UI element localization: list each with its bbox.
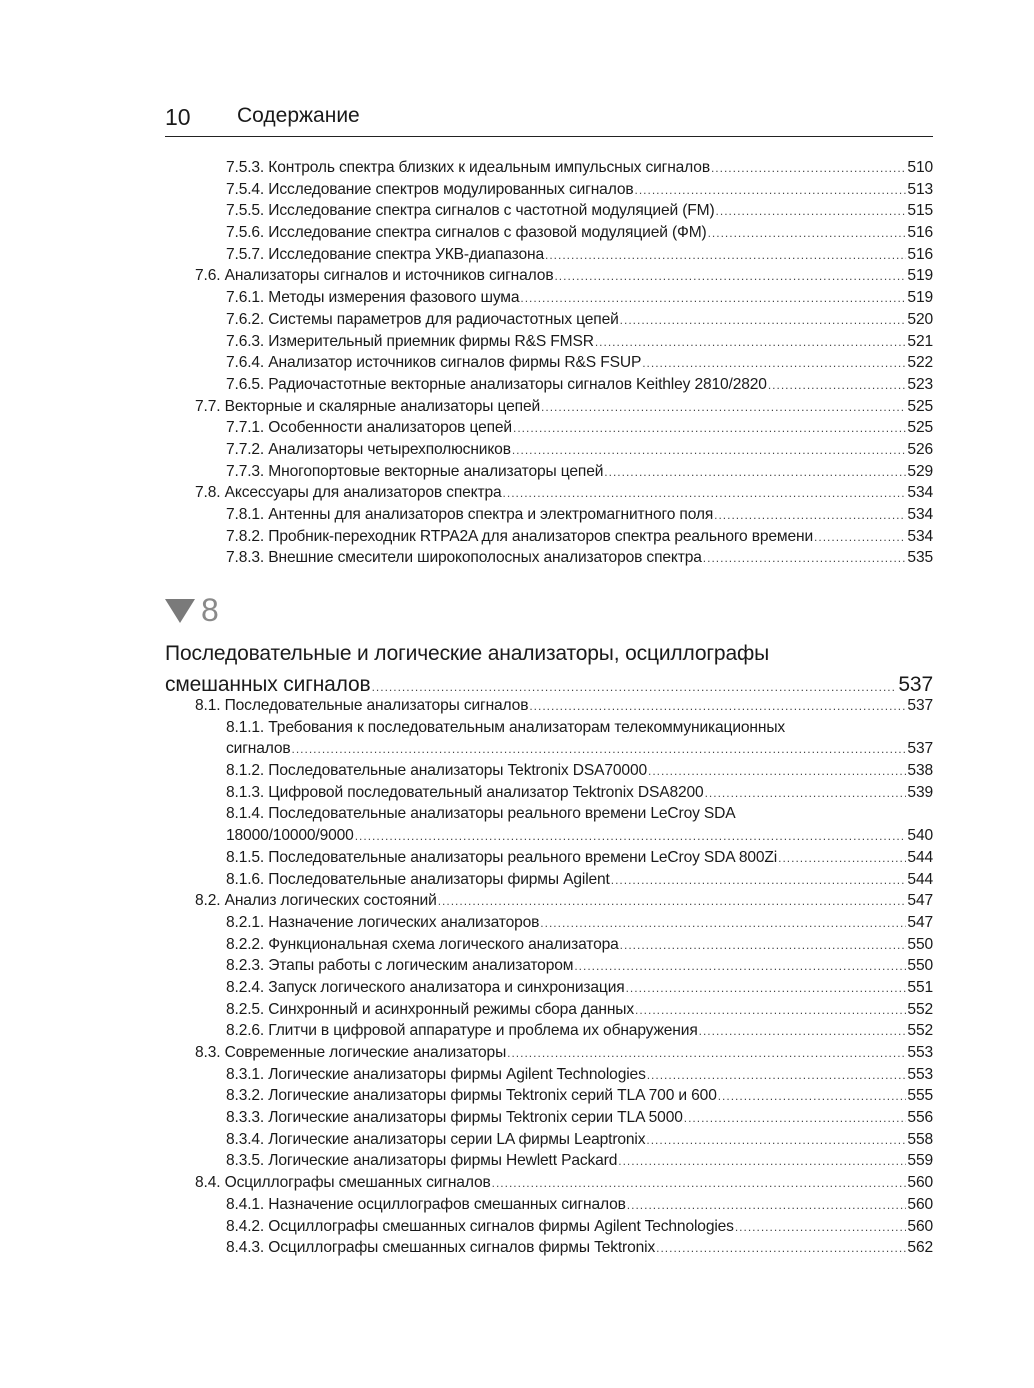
dot-leader — [705, 783, 907, 805]
dot-leader — [703, 548, 907, 570]
toc-subsection-entry[interactable] — [165, 1064, 933, 1086]
toc-section-entry[interactable] — [165, 1042, 933, 1064]
toc-subsection-entry[interactable] — [165, 847, 933, 869]
page-ref: 552 — [907, 1000, 933, 1018]
page-ref: 559 — [907, 1152, 933, 1170]
toc-subsection-entry[interactable] — [165, 1216, 933, 1238]
toc-section-8 — [165, 695, 933, 1259]
entry-title: 7.5.5. Исследование спектра сигналов с частотной модуляцией (FM) — [226, 202, 715, 220]
entry-title: 7.7. Векторные и скалярные анализаторы цепей — [195, 397, 541, 415]
entry-title: 7.5.4. Исследование спектров модулированных сигналов — [226, 180, 634, 198]
entry-title: сигналов — [226, 740, 291, 758]
toc-section-entry[interactable] — [165, 482, 933, 504]
page-ref: 560 — [907, 1217, 933, 1235]
toc-section-7 — [165, 157, 933, 569]
page-ref: 525 — [907, 397, 933, 415]
dot-leader — [355, 826, 907, 848]
entry-title: 8.3.4. Логические анализаторы серии LA фирмы Leaptronix — [226, 1130, 646, 1148]
page-number: 10 — [165, 104, 191, 130]
dot-leader — [611, 870, 907, 892]
page-ref: 560 — [907, 1174, 933, 1192]
entry-title: 8.4. Осциллографы смешанных сигналов — [195, 1174, 491, 1192]
page-ref: 515 — [907, 202, 933, 220]
chapter-title-line — [165, 638, 933, 669]
toc-subsection-entry[interactable] — [165, 417, 933, 439]
page-ref: 547 — [907, 913, 933, 931]
toc-subsection-entry[interactable] — [165, 222, 933, 244]
page-ref: 552 — [907, 1022, 933, 1040]
dot-leader — [718, 1086, 907, 1108]
entry-title: 7.8. Аксессуары для анализаторов спектра — [195, 484, 502, 502]
toc-subsection-entry[interactable] — [165, 717, 933, 739]
dot-leader — [656, 1238, 906, 1260]
page-ref: 510 — [907, 159, 933, 176]
entry-title: 8.2.1. Назначение логических анализаторов — [226, 913, 540, 931]
chapter-title-text: Последовательные и логические анализаторы, осциллографы — [165, 642, 770, 665]
entry-title: 7.6.2. Системы параметров для радиочастотных цепей — [226, 310, 619, 328]
entry-title: 8.1.2. Последовательные анализаторы Tektronix DSA70000 — [226, 762, 647, 780]
dot-leader — [529, 696, 906, 718]
page-ref: 519 — [907, 289, 933, 307]
dot-leader — [618, 1151, 906, 1173]
dot-leader — [635, 1000, 906, 1022]
toc-subsection-entry[interactable] — [165, 955, 933, 977]
toc-subsection-entry[interactable] — [165, 803, 933, 825]
page-ref: 513 — [907, 180, 933, 198]
toc-subsection-entry[interactable] — [165, 179, 933, 201]
entry-title: 7.6.4. Анализатор источников сигналов фирмы R&S FSUP — [226, 354, 642, 372]
entry-title: 8.4.2. Осциллографы смешанных сигналов фирмы Agilent Technologies — [226, 1217, 734, 1235]
page-ref: 544 — [907, 870, 933, 888]
page-ref: 534 — [907, 484, 933, 502]
page-ref: 520 — [907, 310, 933, 328]
page-ref: 516 — [907, 245, 933, 263]
dot-leader — [814, 527, 906, 549]
toc-subsection-entry[interactable] — [165, 244, 933, 266]
dot-leader — [507, 1043, 906, 1065]
page-ref: 537 — [907, 740, 933, 758]
page-ref: 538 — [907, 762, 933, 780]
entry-title: 8.4.1. Назначение осциллографов смешанных сигналов — [226, 1195, 626, 1213]
entry-title: 7.7.3. Многопортовые векторные анализаторы цепей — [226, 462, 604, 480]
toc-section-entry[interactable] — [165, 890, 933, 912]
toc-subsection-entry[interactable] — [165, 977, 933, 999]
toc-section-entry[interactable] — [165, 695, 933, 717]
toc-subsection-entry[interactable] — [165, 782, 933, 804]
toc-subsection-entry[interactable] — [165, 374, 933, 396]
dot-leader — [708, 223, 907, 245]
toc-subsection-entry[interactable] — [165, 526, 933, 548]
entry-title: 7.6.3. Измерительный приемник фирмы R&S FMSR — [226, 332, 594, 350]
page-ref: 540 — [907, 827, 933, 845]
toc-subsection-entry[interactable] — [165, 200, 933, 222]
page-ref: 555 — [907, 1087, 933, 1105]
toc-subsection-entry[interactable] — [165, 1107, 933, 1129]
toc-subsection-entry[interactable] — [165, 439, 933, 461]
dot-leader — [503, 483, 907, 505]
toc-subsection-entry[interactable] — [165, 461, 933, 483]
entry-title: 8.1.6. Последовательные анализаторы фирмы Agilent — [226, 870, 610, 888]
toc-subsection-entry[interactable] — [165, 331, 933, 353]
toc-subsection-entry[interactable] — [165, 1237, 933, 1259]
toc-subsection-entry[interactable] — [165, 352, 933, 374]
entry-title: 7.7.2. Анализаторы четырехполюсников — [226, 440, 511, 458]
toc-subsection-entry[interactable] — [165, 912, 933, 934]
dot-leader — [604, 462, 906, 484]
dot-leader — [512, 440, 907, 462]
entry-title: 7.8.2. Пробник-переходник RTPA2A для анализаторов спектра реального времени — [226, 527, 814, 545]
page-ref: 537 — [898, 673, 933, 696]
dot-leader — [646, 1130, 906, 1152]
entry-title: 7.6. Анализаторы сигналов и источников сигналов — [195, 267, 554, 285]
toc-subsection-entry[interactable] — [165, 1194, 933, 1216]
toc-section-entry[interactable] — [165, 265, 933, 287]
entry-title: 8.2.5. Синхронный и асинхронный режимы сбора данных — [226, 1000, 634, 1018]
page-ref: 523 — [907, 375, 933, 393]
dot-leader — [778, 848, 906, 870]
dot-leader — [545, 245, 906, 267]
toc-subsection-entry[interactable] — [165, 157, 933, 179]
dot-leader — [699, 1021, 907, 1043]
page-ref: 556 — [907, 1109, 933, 1127]
entry-title: 8.2. Анализ логических состояний — [195, 892, 437, 910]
page-ref: 550 — [907, 935, 933, 953]
page-ref: 534 — [907, 527, 933, 545]
toc-subsection-entry[interactable] — [165, 825, 933, 847]
entry-title: 7.5.7. Исследование спектра УКВ-диапазона — [226, 245, 544, 263]
entry-title: 8.3.2. Логические анализаторы фирмы Tektronix серий TLA 700 и 600 — [226, 1087, 717, 1105]
toc-subsection-entry[interactable] — [165, 760, 933, 782]
dot-leader — [520, 288, 906, 310]
entry-title: 7.8.1. Антенны для анализаторов спектра и электромагнитного поля — [226, 506, 714, 523]
dot-leader — [513, 418, 906, 440]
entry-title: 8.1.3. Цифровой последовательный анализатор Tektronix DSA8200 — [226, 783, 704, 801]
dot-leader — [620, 310, 907, 332]
page-ref: 544 — [907, 848, 933, 866]
toc-section-entry[interactable] — [165, 396, 933, 418]
entry-title: 8.1.1. Требования к последовательным анализаторам телекоммуникационных — [226, 718, 786, 736]
dot-leader — [540, 913, 906, 935]
page-ref: 537 — [907, 697, 933, 714]
entry-title: 8.2.3. Этапы работы с логическим анализатором — [226, 957, 574, 975]
page-ref: 558 — [907, 1130, 933, 1148]
page-ref: 519 — [907, 267, 933, 285]
dot-leader — [626, 978, 907, 1000]
page-ref: 539 — [907, 783, 933, 801]
page-ref: 551 — [907, 978, 933, 996]
dot-leader — [554, 266, 906, 288]
page-ref: 550 — [907, 957, 933, 975]
page-header — [165, 102, 933, 137]
page-ref: 560 — [907, 1195, 933, 1213]
toc-subsection-entry[interactable] — [165, 934, 933, 956]
entry-title: 8.1. Последовательные анализаторы сигналов — [195, 697, 529, 714]
toc-subsection-entry[interactable] — [165, 309, 933, 331]
page-ref: 525 — [907, 419, 933, 437]
dot-leader — [735, 1217, 907, 1239]
entry-title: 8.1.5. Последовательные анализаторы реального времени LeCroy SDA 800Zi — [226, 848, 778, 866]
entry-title: 8.2.2. Функциональная схема логического анализатора — [226, 935, 619, 953]
dot-leader — [627, 1195, 907, 1217]
dot-leader — [642, 353, 906, 375]
toc-subsection-entry[interactable] — [165, 999, 933, 1021]
dot-leader — [684, 1108, 907, 1130]
entry-title: 7.8.3. Внешние смесители широкополосных анализаторов спектра — [226, 549, 702, 567]
page-ref: 562 — [907, 1239, 933, 1257]
entry-title: 8.2.6. Глитчи в цифровой аппаратуре и проблема их обнаружения — [226, 1022, 698, 1040]
dot-leader — [438, 891, 907, 913]
entry-title: 7.6.5. Радиочастотные векторные анализаторы сигналов Keithley 2810/2820 — [226, 375, 767, 393]
triangle-down-icon — [165, 599, 195, 623]
dot-leader — [714, 505, 906, 527]
entry-title: 7.7.1. Особенности анализаторов цепей — [226, 419, 512, 437]
entry-title: 7.5.6. Исследование спектра сигналов с фазовой модуляцией (ФМ) — [226, 224, 707, 242]
entry-title: 8.1.4. Последовательные анализаторы реального времени LeCroy SDA — [226, 805, 736, 823]
entry-title: 8.2.4. Запуск логического анализатора и синхронизация — [226, 978, 625, 996]
page-ref: 534 — [907, 506, 933, 523]
page-ref: 535 — [907, 549, 933, 567]
chapter-marker — [165, 592, 219, 629]
dot-leader — [768, 375, 907, 397]
dot-leader — [634, 180, 906, 202]
dot-leader — [492, 1173, 907, 1195]
toc-subsection-entry[interactable] — [165, 1129, 933, 1151]
chapter-number: 8 — [201, 592, 219, 628]
chapter-heading[interactable] — [165, 638, 933, 700]
page-ref: 521 — [907, 332, 933, 350]
entry-title: 8.3.5. Логические анализаторы фирмы Hewlett Packard — [226, 1152, 618, 1170]
page-ref: 553 — [907, 1065, 933, 1083]
dot-leader — [647, 1065, 907, 1087]
dot-leader — [648, 761, 906, 783]
dot-leader — [541, 397, 906, 419]
entry-title: 7.6.1. Методы измерения фазового шума — [226, 289, 520, 307]
toc-section-entry[interactable] — [165, 1172, 933, 1194]
entry-title: 8.3. Современные логические анализаторы — [195, 1044, 507, 1061]
entry-title: 18000/10000/9000 — [226, 827, 354, 845]
toc-subsection-entry[interactable] — [165, 869, 933, 891]
entry-title: 8.4.3. Осциллографы смешанных сигналов фирмы Tektronix — [226, 1239, 656, 1257]
toc-subsection-entry[interactable] — [165, 1150, 933, 1172]
dot-leader — [574, 956, 906, 978]
toc-subsection-entry[interactable] — [165, 287, 933, 309]
entry-title: 8.3.3. Логические анализаторы фирмы Tektronix серии TLA 5000 — [226, 1109, 683, 1127]
dot-leader — [292, 739, 907, 761]
running-title: Содержание — [237, 104, 360, 127]
page-ref: 516 — [907, 224, 933, 242]
entry-title: 8.3.1. Логические анализаторы фирмы Agilent Technologies — [226, 1065, 646, 1083]
page-ref: 553 — [907, 1044, 933, 1061]
toc-subsection-entry[interactable] — [165, 547, 933, 569]
dot-leader — [716, 201, 907, 223]
toc-subsection-entry[interactable] — [165, 504, 933, 526]
toc-subsection-entry[interactable] — [165, 1020, 933, 1042]
toc-subsection-entry[interactable] — [165, 1085, 933, 1107]
page-ref: 547 — [907, 892, 933, 910]
toc-subsection-entry[interactable] — [165, 738, 933, 760]
dot-leader — [711, 158, 906, 180]
page-ref: 526 — [907, 440, 933, 458]
dot-leader — [595, 332, 907, 354]
chapter-title-text: смешанных сигналов — [165, 673, 371, 696]
dot-leader — [620, 935, 907, 957]
entry-title: 7.5.3. Контроль спектра близких к идеальным импульсных сигналов — [226, 159, 710, 176]
page-ref: 529 — [907, 462, 933, 480]
page-ref: 522 — [907, 354, 933, 372]
